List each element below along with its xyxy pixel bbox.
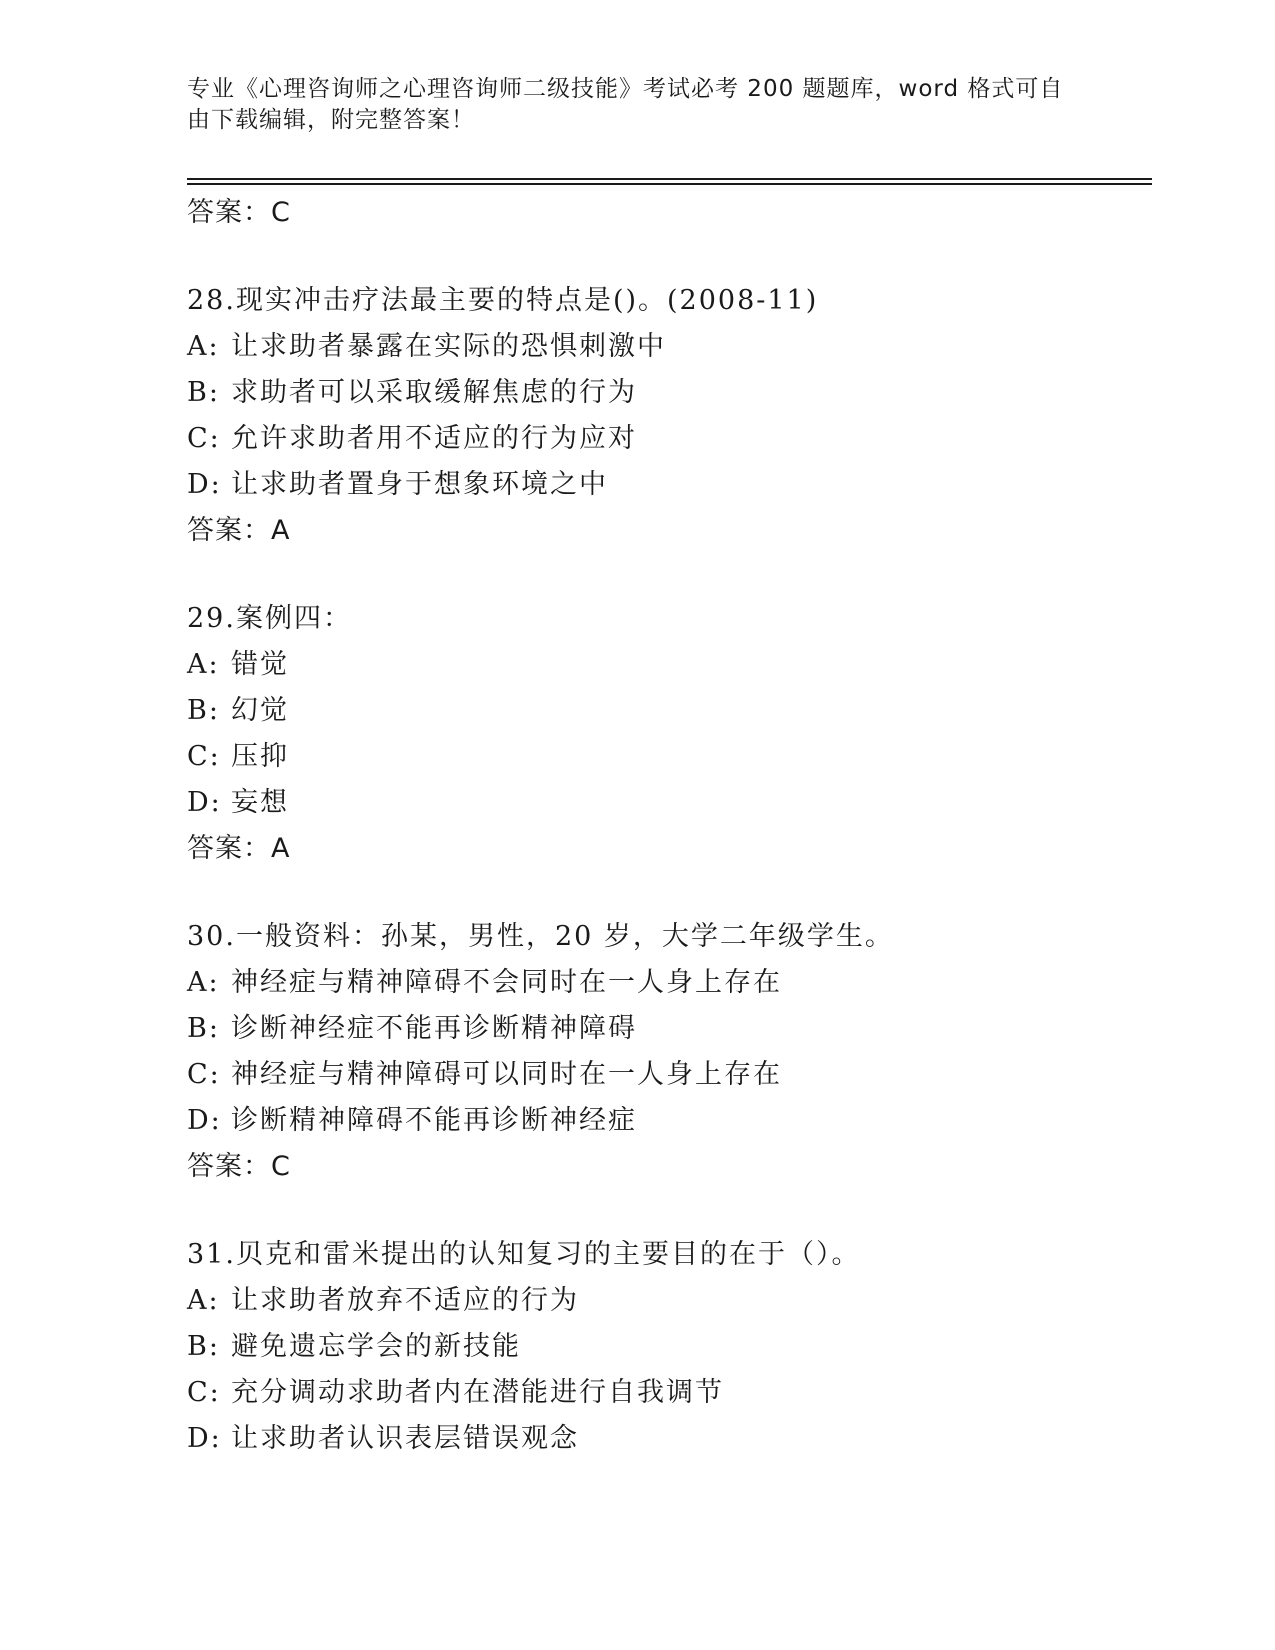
option-text: 充分调动求助者内在潜能进行自我调节 bbox=[231, 1377, 724, 1408]
option-text: 错觉 bbox=[231, 649, 289, 680]
header-rule-bottom bbox=[187, 183, 1152, 185]
option-text: 避免遗忘学会的新技能 bbox=[231, 1331, 521, 1362]
option-c bbox=[187, 416, 1147, 462]
option-text: 诊断神经症不能再诊断精神障碍 bbox=[231, 1013, 637, 1044]
option-text: 让求助者暴露在实际的恐惧刺激中 bbox=[231, 331, 666, 362]
option-text: 让求助者认识表层错误观念 bbox=[231, 1423, 579, 1454]
question-29 bbox=[187, 596, 1147, 872]
question-28 bbox=[187, 278, 1147, 554]
option-b bbox=[187, 370, 1147, 416]
question-list bbox=[187, 190, 1147, 1462]
answer-line: 答案：C bbox=[187, 1151, 291, 1182]
option-letter: C: bbox=[187, 1059, 221, 1090]
option-c bbox=[187, 1052, 1147, 1098]
option-letter: B: bbox=[187, 1331, 220, 1362]
option-letter: C: bbox=[187, 423, 221, 454]
header-line-2: 由下载编辑，附完整答案！ bbox=[187, 107, 475, 133]
option-letter: A: bbox=[187, 1285, 220, 1316]
question-30 bbox=[187, 914, 1147, 1190]
option-letter: A: bbox=[187, 967, 220, 998]
option-letter: D: bbox=[187, 469, 222, 500]
option-letter: D: bbox=[187, 1423, 222, 1454]
option-letter: C: bbox=[187, 1377, 221, 1408]
question-title: 31.贝克和雷米提出的认知复习的主要目的在于（）。 bbox=[187, 1239, 861, 1270]
question-title: 28.现实冲击疗法最主要的特点是()。(2008-11) bbox=[187, 285, 819, 316]
document-header bbox=[187, 74, 1067, 136]
option-text: 让求助者放弃不适应的行为 bbox=[231, 1285, 579, 1316]
option-letter: B: bbox=[187, 377, 220, 408]
option-text: 求助者可以采取缓解焦虑的行为 bbox=[231, 377, 637, 408]
option-text: 诊断精神障碍不能再诊断神经症 bbox=[231, 1105, 637, 1136]
option-letter: A: bbox=[187, 649, 220, 680]
option-letter: B: bbox=[187, 1013, 220, 1044]
option-letter: A: bbox=[187, 331, 220, 362]
answer-line: 答案：A bbox=[187, 515, 291, 546]
option-letter: B: bbox=[187, 695, 220, 726]
option-b bbox=[187, 688, 1147, 734]
option-b bbox=[187, 1006, 1147, 1052]
option-text: 神经症与精神障碍不会同时在一人身上存在 bbox=[231, 967, 782, 998]
option-a bbox=[187, 324, 1147, 370]
option-text: 压抑 bbox=[231, 741, 289, 772]
question-title: 30.一般资料：孙某，男性，20 岁，大学二年级学生。 bbox=[187, 921, 894, 952]
option-text: 让求助者置身于想象环境之中 bbox=[231, 469, 608, 500]
option-letter: D: bbox=[187, 787, 222, 818]
option-letter: D: bbox=[187, 1105, 222, 1136]
header-rule-top bbox=[187, 178, 1152, 180]
answer-line: 答案：A bbox=[187, 833, 291, 864]
option-text: 幻觉 bbox=[231, 695, 289, 726]
option-c bbox=[187, 734, 1147, 780]
option-text: 妄想 bbox=[231, 787, 289, 818]
option-text: 允许求助者用不适应的行为应对 bbox=[231, 423, 637, 454]
option-a bbox=[187, 960, 1147, 1006]
option-letter: C: bbox=[187, 741, 221, 772]
question-31 bbox=[187, 1232, 1147, 1462]
option-a bbox=[187, 642, 1147, 688]
option-d bbox=[187, 1098, 1147, 1144]
option-text: 神经症与精神障碍可以同时在一人身上存在 bbox=[231, 1059, 782, 1090]
answer-line: 答案：C bbox=[187, 197, 291, 228]
question-title: 29.案例四： bbox=[187, 603, 352, 634]
option-c bbox=[187, 1370, 1147, 1416]
option-d bbox=[187, 1416, 1147, 1462]
option-a bbox=[187, 1278, 1147, 1324]
option-d bbox=[187, 780, 1147, 826]
option-d bbox=[187, 462, 1147, 508]
option-b bbox=[187, 1324, 1147, 1370]
header-line-1: 专业《心理咨询师之心理咨询师二级技能》考试必考 200 题题库，word 格式可自 bbox=[187, 76, 1064, 102]
